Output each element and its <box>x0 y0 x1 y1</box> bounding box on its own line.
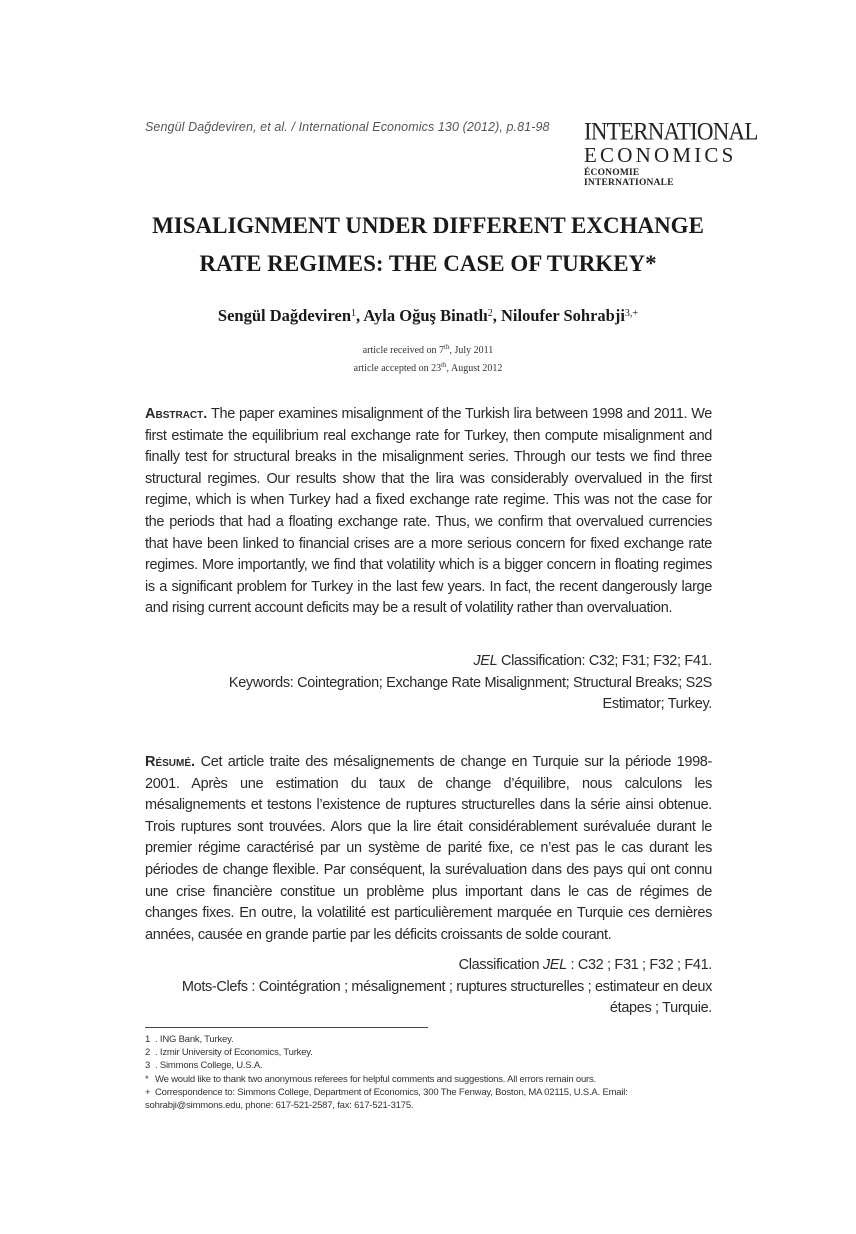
footnote-text: We would like to thank two anonymous referees for helpful comments and suggestions. All errors remain ours. <box>155 1073 596 1085</box>
jel-codes: Classification: C32; F31; F32; F41. <box>497 653 712 669</box>
abstract <box>145 404 712 620</box>
footnote-text: . ING Bank, Turkey. <box>155 1034 234 1045</box>
journal-logo-line3: ÉCONOMIE INTERNATIONALE <box>584 168 674 188</box>
jel-classification <box>145 651 712 673</box>
resume <box>145 752 712 946</box>
footnotes <box>145 1033 712 1112</box>
abstract-metadata <box>145 651 712 716</box>
journal-logo-line2: ECONOMICS <box>584 143 737 167</box>
footnote-correspondence <box>145 1086 712 1112</box>
article-dates <box>100 340 756 376</box>
author-list <box>100 306 756 326</box>
keywords-line2: Estimator; Turkey. <box>602 696 712 713</box>
footnote-text: . Simmons College, U.S.A. <box>155 1060 263 1072</box>
accepted-date <box>100 358 756 376</box>
footnote-mark: 2 <box>145 1047 151 1059</box>
journal-logo-line1: INTERNATIONAL <box>584 116 758 145</box>
author-3: , Niloufer Sohrabji <box>492 306 625 325</box>
jel-prefix-fr: Classification <box>458 957 543 973</box>
abstract-label: Abstract. <box>145 406 208 422</box>
received-date-text: article received on 7 <box>362 345 445 356</box>
resume-text: Cet article traite des mésalignements de change en Turquie sur la période 1998-2001. Après une estimation du taux de change d’équilibre, nous calculons les mésalignements et testons l’existence de ruptures structurelles dans la série ainsi obtenue. Trois ruptures sont trouvées. Alors que la lire était considérablement surévaluée durant le premier régime caractérisé par un système de parité fixe, ce n’est pas le cas durant les périodes de change flexible. Par conséquent, la surévaluation dans des pays qui ont connu une crise financière constitue un problème plus important dans le cas de régimes de changes fixes. En outre, la volatilité est particulièrement marquée en Turquie ces dernières années, causée en grande partie par les déficits croissants de solde courant. <box>145 754 712 943</box>
jel-codes-fr: : C32 ; F31 ; F32 ; F41. <box>566 957 712 973</box>
author-2-affiliation: 2 <box>487 308 493 319</box>
footnote-1 <box>145 1033 712 1046</box>
author-1-affiliation: 1 <box>351 308 357 319</box>
jel-prefix: JEL <box>473 653 498 669</box>
mots-clefs-line2: étapes ; Turquie. <box>609 1000 712 1017</box>
footnote-mark: + <box>145 1086 151 1098</box>
received-date <box>100 340 756 358</box>
accepted-date-ordinal: th <box>441 361 447 369</box>
jel-italic-fr: JEL <box>542 957 567 973</box>
footnote-mark: * <box>145 1073 149 1085</box>
author-3-affiliation: 3,+ <box>624 308 639 319</box>
journal-logo <box>584 116 758 188</box>
footnote-mark: 1 <box>145 1034 151 1045</box>
mots-clefs-line1: Mots-Clefs : Cointégration ; mésalignement ; ruptures structurelles ; estimateur en deux <box>181 978 712 995</box>
footnote-divider <box>145 1027 428 1028</box>
paper-title-line1: MISALIGNMENT UNDER DIFFERENT EXCHANGE <box>152 213 704 238</box>
accepted-date-month: , August 2012 <box>446 363 503 374</box>
resume-metadata <box>145 955 712 1020</box>
author-2: , Ayla Oğuş Binatlı <box>356 306 488 325</box>
received-date-ordinal: th <box>444 343 450 351</box>
keywords-line1: Keywords: Cointegration; Exchange Rate Misalignment; Structural Breaks; S2S <box>228 674 712 691</box>
received-date-month: , July 2011 <box>449 345 494 356</box>
footnote-acknowledgement <box>145 1073 712 1086</box>
accepted-date-text: article accepted on 23 <box>353 363 442 374</box>
running-head: Sengül Dağdeviren, et al. / International Economics 130 (2012), p.81-98 <box>145 120 550 134</box>
jel-classification-fr <box>145 955 712 977</box>
footnote-3 <box>145 1059 712 1072</box>
paper-title <box>100 207 756 283</box>
footnote-mark: 3 <box>145 1060 151 1072</box>
paper-title-line2: RATE REGIMES: THE CASE OF TURKEY* <box>199 251 657 276</box>
abstract-text: The paper examines misalignment of the Turkish lira between 1998 and 2011. We first estimate the equilibrium real exchange rate for Turkey, then compute misalignment and finally test for structural breaks in the misalignment series. Through our tests we find three structural regimes. Our results show that the lira was considerably overvalued in the first regime, which is when Turkey had a fixed exchange rate regime. This was not the case for the periods that had a floating exchange rate. Thus, we confirm that overvalued currencies that have been linked to financial crises are a more serious concern for fixed exchange rate regimes. More importantly, we find that volatility which is a bigger concern in floating regimes is a significant problem for Turkey in the last few years. In fact, the recent dangerously large and rising current account deficits may be a result of volatility rather than overvaluation. <box>145 406 712 617</box>
footnote-text: . Izmir University of Economics, Turkey. <box>155 1047 313 1059</box>
footnote-2 <box>145 1046 712 1059</box>
resume-label: Résumé. <box>145 754 196 770</box>
author-1: Sengül Dağdeviren <box>217 306 352 325</box>
footnote-text: Correspondence to: Simmons College, Department of Economics, 300 The Fenway, Boston, MA 02115, U.S.A. Email: sohrabji@simmons.edu, phone: 617-521-2587, fax: 617-521-3175. <box>145 1086 628 1112</box>
